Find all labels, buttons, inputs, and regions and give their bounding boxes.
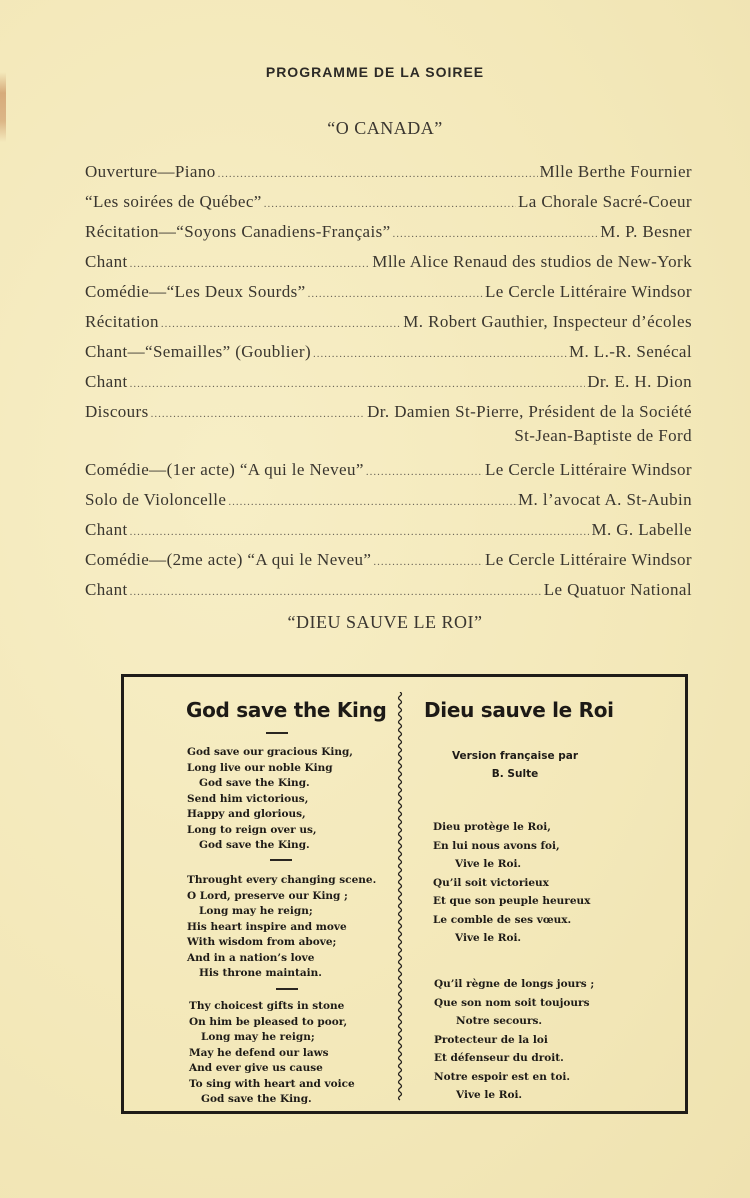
program-item: Chant (85, 252, 128, 271)
program-item: Chant—“Semailles” (Goublier) (85, 342, 311, 361)
program-performer: M. l’avocat A. St-Aubin (518, 490, 692, 509)
stanza-rule (270, 859, 292, 861)
program-item: Récitation (85, 312, 159, 331)
dot-leader (218, 159, 538, 189)
program-row (85, 367, 692, 397)
dot-leader (161, 309, 401, 339)
program-item: Chant (85, 520, 128, 539)
program-item: Chant (85, 372, 128, 391)
english-anthem-column (186, 698, 387, 722)
opening-anthem-title: “O CANADA” (327, 118, 443, 138)
verse-line: With wisdom from above; (187, 936, 337, 948)
program-performer: Le Cercle Littéraire Windsor (484, 550, 692, 569)
verse-line: Et que son peuple heureux (433, 895, 591, 907)
program-performer: Le Cercle Littéraire Windsor (484, 460, 692, 479)
program-row (85, 307, 692, 337)
verse-line: May he defend our laws (189, 1046, 329, 1059)
program-performer: Le Quatuor National (543, 580, 692, 599)
verse-line: And ever give us cause (189, 1062, 323, 1074)
dot-leader (393, 219, 599, 249)
wavy-divider (397, 692, 403, 1106)
dot-leader (264, 189, 516, 219)
program-performer: Mlle Berthe Fournier (539, 162, 692, 181)
translator-name: B. Sulte (491, 768, 539, 780)
program-row (85, 157, 692, 187)
english-stanza-3 (189, 999, 355, 1108)
program-performer: La Chorale Sacré-Coeur (517, 192, 692, 211)
translation-credit-line: Version française par (451, 750, 579, 762)
verse-line: God save the King. (199, 839, 310, 851)
program-item: Comédie—(1er acte) “A qui le Neveu” (85, 460, 364, 479)
dot-leader (373, 547, 483, 577)
verse-line: Vive le Roi. (456, 1089, 523, 1101)
verse-line: Dieu protège le Roi, (433, 821, 551, 833)
program-row (85, 485, 692, 515)
french-stanza-1 (433, 818, 590, 948)
french-anthem-column (424, 698, 614, 722)
verse-line: O Lord, preserve our King ; (187, 889, 348, 902)
stanza-rule (276, 988, 298, 990)
closing-anthem-title: “DIEU SAUVE LE ROI” (287, 612, 483, 632)
program-item: Comédie—“Les Deux Sourds” (85, 282, 306, 301)
program-performer: M. P. Besner (600, 222, 692, 241)
dot-leader (130, 249, 371, 279)
verse-line: Le comble de ses vœux. (433, 913, 572, 926)
program-row (85, 247, 692, 277)
program-row (85, 455, 692, 485)
program-row (85, 217, 692, 247)
verse-line: Long to reign over us, (187, 823, 317, 836)
program-performer-continued: St-Jean-Baptiste de Ford (514, 426, 692, 445)
program-row (85, 277, 692, 307)
french-anthem-title: Dieu sauve le Roi (424, 698, 614, 722)
title-rule (266, 732, 288, 734)
verse-line: Notre espoir est en toi. (434, 1070, 570, 1083)
verse-line: Long live our noble King (187, 761, 333, 774)
english-stanza-1 (187, 745, 353, 854)
verse-line: God save the King. (199, 777, 310, 789)
program-performer: Mlle Alice Renaud des studios de New-York (372, 252, 692, 271)
french-translation-credit (440, 747, 590, 783)
program-performer: Le Cercle Littéraire Windsor (484, 282, 692, 301)
program-performer: M. L.-R. Senécal (568, 342, 692, 361)
program-list (85, 157, 692, 605)
verse-line: En lui nous avons foi, (433, 839, 560, 852)
english-anthem-title: God save the King (186, 698, 387, 722)
verse-line: His heart inspire and move (187, 920, 347, 933)
program-item: Solo de Violoncelle (85, 490, 227, 509)
dot-leader (130, 517, 590, 547)
program-performer: Dr. Damien St-Pierre, Président de la Société (367, 402, 692, 421)
program-item: Discours (85, 402, 149, 421)
program-performer: M. Robert Gauthier, Inspecteur d’écoles (403, 312, 692, 331)
dot-leader (130, 369, 586, 399)
verse-line: Notre secours. (456, 1015, 543, 1027)
verse-line: Long may he reign; (201, 1031, 315, 1043)
verse-line: God save our gracious King, (187, 746, 353, 758)
program-row (85, 397, 692, 455)
dot-leader (313, 339, 567, 369)
verse-line: Vive le Roi. (455, 932, 522, 944)
verse-line: Vive le Roi. (455, 858, 522, 870)
program-item: Comédie—(2me acte) “A qui le Neveu” (85, 550, 372, 569)
verse-line: On him be pleased to poor, (189, 1015, 348, 1028)
dot-leader (308, 279, 483, 309)
verse-line: Happy and glorious, (187, 808, 306, 820)
verse-line: Protecteur de la loi (434, 1033, 548, 1046)
verse-line: Qu’il soit victorieux (433, 876, 549, 889)
program-row (85, 575, 692, 605)
french-stanza-2 (434, 975, 594, 1105)
verse-line: Et défenseur du droit. (434, 1052, 564, 1064)
program-item: “Les soirées de Québec” (85, 192, 262, 211)
program-row (85, 337, 692, 367)
program-item: Récitation—“Soyons Canadiens-Français” (85, 222, 391, 241)
verse-line: Qu’il règne de longs jours ; (434, 978, 595, 990)
verse-line: And in a nation’s love (187, 951, 315, 964)
program-row (85, 515, 692, 545)
verse-line: Thy choicest gifts in stone (189, 1000, 345, 1012)
verse-line: Long may he reign; (199, 905, 313, 917)
verse-line: To sing with heart and voice (189, 1077, 355, 1090)
program-item: Chant (85, 580, 128, 599)
dot-leader (130, 577, 542, 607)
verse-line: His throne maintain. (199, 967, 322, 979)
verse-line: Send him victorious, (187, 792, 309, 805)
dot-leader (228, 487, 516, 517)
program-performer: Dr. E. H. Dion (587, 372, 692, 391)
page-heading: PROGRAMME DE LA SOIREE (265, 64, 485, 80)
verse-line: God save the King. (201, 1093, 312, 1105)
program-performer: M. G. Labelle (591, 520, 692, 539)
program-item: Ouverture—Piano (85, 162, 216, 181)
dot-leader (366, 457, 483, 487)
program-row (85, 187, 692, 217)
program-row (85, 545, 692, 575)
english-stanza-2 (187, 873, 376, 982)
verse-line: Que son nom soit toujours (434, 996, 590, 1009)
verse-line: Throught every changing scene. (187, 874, 377, 886)
